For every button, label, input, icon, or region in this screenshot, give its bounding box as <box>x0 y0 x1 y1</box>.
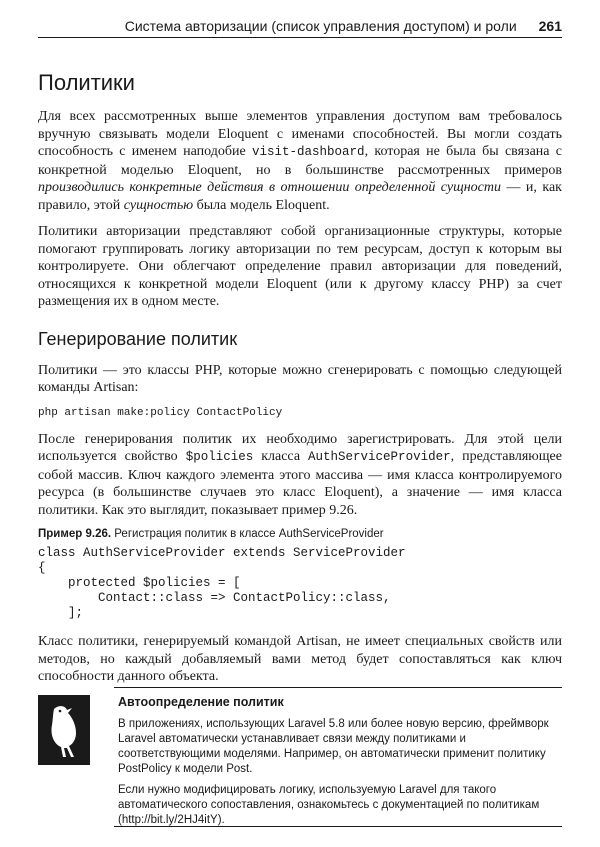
running-header <box>38 14 562 38</box>
inline-code: $policies <box>185 450 254 464</box>
inline-code: visit-dashboard <box>252 145 365 159</box>
section-heading: Политики <box>38 70 135 95</box>
emphasis: производились конкретные действия в отношении определенной сущности <box>38 180 501 195</box>
note-text-1: В приложениях, использующих Laravel 5.8 или более новую версию, фреймворк Laravel автоматически устанавливает связи между политиками и соответствующими моделями. Например, он автоматически применит политику PostPolicy к модели Post. <box>118 718 549 775</box>
code-line: class AuthServiceProvider extends ServiceProvider <box>38 546 406 560</box>
code-line: Contact::class => ContactPolicy::class, <box>38 591 391 605</box>
note-text-2: Если нужно модифицировать логику, используемую Laravel для такого автоматического сопоставления, ознакомьтесь с документацией по политикам (http://bit.ly/2HJ4itY). <box>118 784 540 826</box>
section-paragraph-2: Политики авторизации представляют собой организационные структуры, которые помогают группировать логику авторизации по тем ресурсам, доступ к которым вы контролируете. Они облегчают определение правил авторизации для поведений, относящихся к конкретной модели Eloquent (или к другому классу PHP) за счет размещения их в одном месте. <box>38 224 562 309</box>
subsection-paragraph-3: Класс политики, генерируемый командой Artisan, не имеет специальных свойств или методов, но каждый добавляемый вами метод будет сопоставляться как ключ способности данного объекта. <box>38 634 562 684</box>
example-caption: Пример 9.26. Регистрация политик в классе AuthServiceProvider <box>38 528 384 540</box>
inline-code: AuthServiceProvider <box>308 450 451 464</box>
crow-icon <box>38 695 90 765</box>
subsection-paragraph-1: Политики — это классы PHP, которые можно сгенерировать с помощью следующей команды Artisan: <box>38 362 562 395</box>
example-label: Пример 9.26. <box>38 528 112 540</box>
subsection-heading: Генерирование политик <box>38 328 238 349</box>
section-paragraph-1: Для всех рассмотренных выше элементов управления доступом вам требовалось вручную связывать модели Eloquent с именами способностей. Вы могли создать способность с именем наподобие visit-dashboard, которая не была бы связана с конкретной моделью Eloquent, но в большинстве рассмотренных примеров производились конкретные действия в отношении определенной сущности — и, как правило, этой сущностью была модель Eloquent. <box>38 109 563 213</box>
page-content <box>38 70 562 695</box>
code-line: protected $policies = [ <box>38 576 241 590</box>
note-body <box>118 695 562 834</box>
emphasis: сущностью <box>123 197 194 213</box>
note-top-rule <box>114 687 562 688</box>
note-bottom-rule <box>114 826 562 827</box>
header-title: Система авторизации (список управления доступом) и роли <box>124 18 517 34</box>
code-listing <box>38 546 562 621</box>
note-box <box>38 687 562 827</box>
code-line: { <box>38 561 46 575</box>
page-number: 261 <box>538 18 562 34</box>
subsection-paragraph-2: После генерирования политик их необходимо зарегистрировать. Для этой цели используется свойство $policies класса AuthServiceProvider, представляющее собой массив. Ключ каждого элемента этого массива — имя класса контролируемого ресурса (в большинстве случаев это класс Eloquent), а значение — имя класса политики. Как это выглядит, показывает пример 9.26. <box>38 431 562 518</box>
code-line: ]; <box>38 606 84 620</box>
note-title: Автоопределение политик <box>118 695 284 709</box>
artisan-command: php artisan make:policy ContactPolicy <box>38 406 283 419</box>
